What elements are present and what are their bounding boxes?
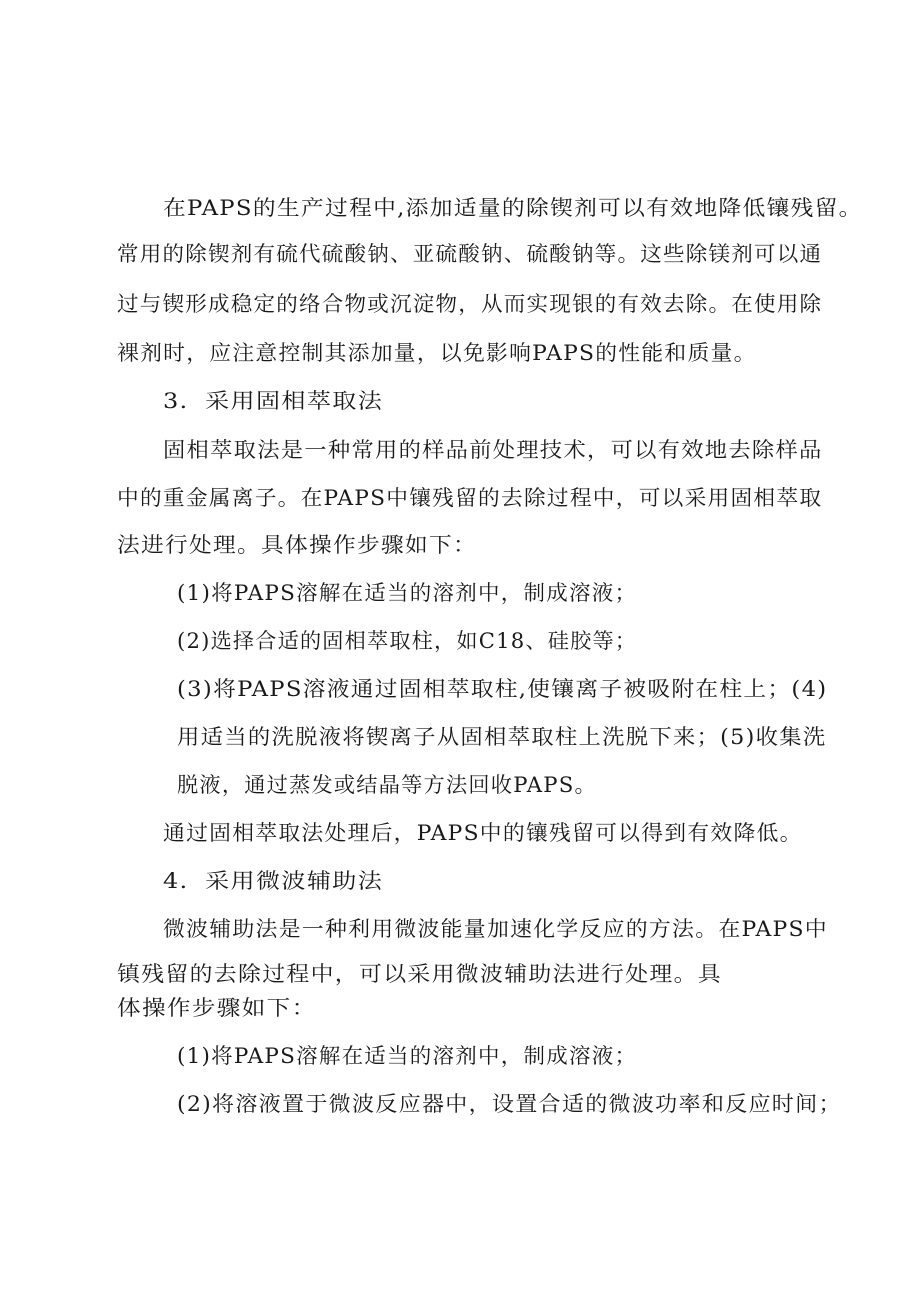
list-item: (2)将溶液置于微波反应器中，设置合适的微波功率和反应时间； <box>177 1092 842 1116</box>
text-line: 中的重金属离子。在PAPS中镶残留的去除过程中，可以采用固相萃取 <box>117 486 823 510</box>
text-line: 在PAPS的生产过程中,添加适量的除锲剂可以有效地降低镶残留。 <box>163 196 863 220</box>
text-line: 固相萃取法是一种常用的样品前处理技术，可以有效地去除样品 <box>163 438 823 462</box>
list-item: (2)选择合适的固相萃取柱，如C18、硅胶等； <box>177 629 638 653</box>
list-item: 用适当的洗脱液将锲离子从固相萃取柱上洗脱下来；(5)收集洗 <box>177 725 827 749</box>
text-line: 裸剂时，应注意控制其添加量，以免影响PAPS的性能和质量。 <box>117 341 757 365</box>
text-line: 微波辅助法是一种利用微波能量加速化学反应的方法。在PAPS中 <box>163 917 828 941</box>
list-item: 脱液，通过蒸发或结晶等方法回收PAPS。 <box>177 773 597 797</box>
text-line: 体操作步骤如下： <box>117 996 317 1020</box>
text-line: 镇残留的去除过程中，可以采用微波辅助法进行处理。具 <box>117 962 723 986</box>
list-item: (1)将PAPS溶解在适当的溶剂中，制成溶液； <box>177 581 638 605</box>
text-line: 法进行处理。具体操作步骤如下： <box>117 533 478 557</box>
list-item: (1)将PAPS溶解在适当的溶剂中，制成溶液； <box>177 1044 638 1068</box>
text-line: 通过固相萃取法处理后，PAPS中的镶残留可以得到有效降低。 <box>163 821 803 845</box>
text-line: 常用的除锲剂有硫代硫酸钠、亚硫酸钠、硫酸钠等。这些除镁剂可以通 <box>117 242 823 266</box>
section-heading: 3．采用固相萃取法 <box>163 389 384 413</box>
section-heading: 4．采用微波辅助法 <box>163 869 384 893</box>
text-line: 过与锲形成稳定的络合物或沉淀物，从而实现银的有效去除。在使用除 <box>117 292 823 316</box>
list-item: (3)将PAPS溶液通过固相萃取柱,使镶离子被吸附在柱上；(4) <box>177 677 828 701</box>
